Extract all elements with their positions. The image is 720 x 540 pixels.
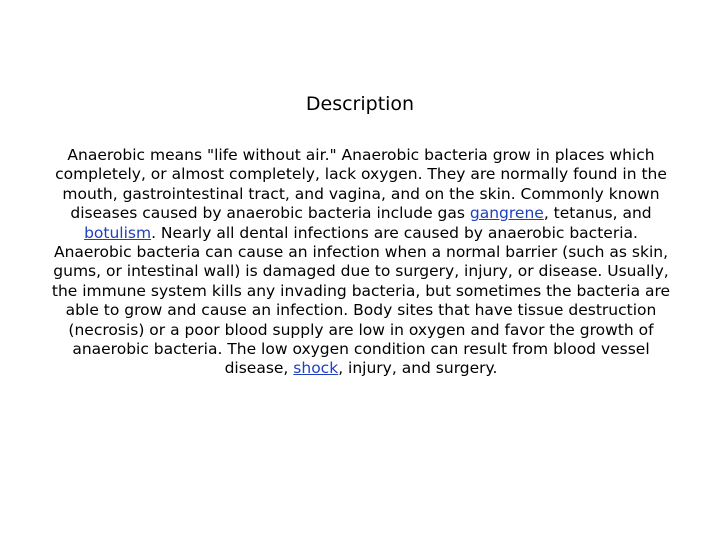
link-shock[interactable]: shock [293,359,339,378]
paragraph-text: , injury, and surgery. [338,359,498,378]
link-botulism[interactable]: botulism [84,223,152,242]
paragraph-text: , tetanus, and [543,204,652,223]
paragraph-text: Anaerobic bacteria can cause an infection when a normal barrier (such as skin, gums, or intestinal wall) is damaged due to surgery, injury, or disease. Usually, the immune system kills any invading bacteria, but sometimes the bacteria are able to grow and cause an infection. Body sites that have tissue destruction (necrosis) or a poor blood supply are low in oxygen and favor the growth of anaerobic bacteria. The low oxygen condition can result from blood vessel disease, [51,243,671,378]
slide-title: Description [305,93,415,115]
paragraph-text: Anaerobic means "life without air." Anaerobic bacteria grow in places which completely, or almost completely, lack oxygen. They are normally found in the mouth, gastrointestinal tract, and vagina, and on the skin. Commonly known diseases caused by anaerobic bacteria include gas [55,146,667,223]
slide-body [46,146,676,379]
link-gangrene[interactable]: gangrene [469,204,544,223]
paragraph-text: . Nearly all dental infections are caused by anaerobic bacteria. [151,223,638,242]
paragraph-anaerobic-definition [46,146,676,243]
paragraph-infection-causes [46,243,676,379]
